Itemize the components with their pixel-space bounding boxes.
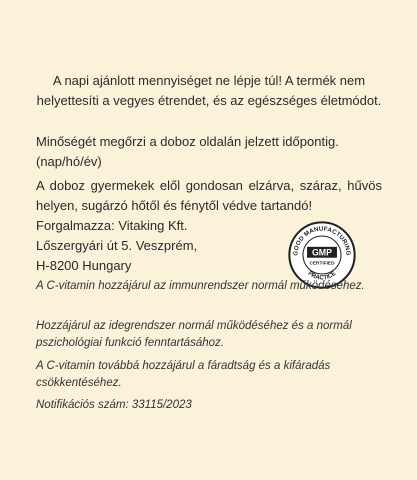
best-before-text xyxy=(36,132,382,172)
distributor-street: Lőszergyári út 5. Veszprém, xyxy=(36,238,198,253)
distributor-block xyxy=(36,216,276,276)
notification-number: Notifikációs szám: 33115/2023 xyxy=(36,399,192,411)
claim-fatigue: A C-vitamin továbbá hozzájárul a fáradtság és a kifáradás csökkentéséhez. xyxy=(36,360,331,389)
gmp-bottom-text: PRACTICE xyxy=(306,269,338,282)
gmp-top-text: GOOD MANUFACTURING xyxy=(292,225,352,256)
dosage-warning: A napi ajánlott mennyiséget ne lépje túl! A termék nem helyettesíti a vegyes étrendet, és az egészséges életmódot. xyxy=(36,73,382,108)
storage-instructions: A doboz gyermekek elől gondosan elzárva, száraz, hűvös helyen, sugárzó hőtől és fénytől védve tartandó! xyxy=(36,178,382,213)
claim-immune: A C-vitamin hozzájárul az immunrendszer normál működéséhez. xyxy=(36,280,365,292)
gmp-sub-text: CERTIFIED xyxy=(309,261,335,267)
distributor-name: Forgalmazza: Vitaking Kft. xyxy=(36,218,188,233)
distributor-postcode: H-8200 Hungary xyxy=(36,258,132,273)
best-before-format: (nap/hó/év) xyxy=(36,154,102,169)
gmp-center-text: GMP xyxy=(311,247,333,258)
claim-nervous: Hozzájárul az idegrendszer normál működéséhez és a normál pszichológiai funkció fenntartásához. xyxy=(36,320,352,349)
best-before-line: Minőségét megőrzi a doboz oldalán jelzett időpontig. xyxy=(36,134,339,149)
